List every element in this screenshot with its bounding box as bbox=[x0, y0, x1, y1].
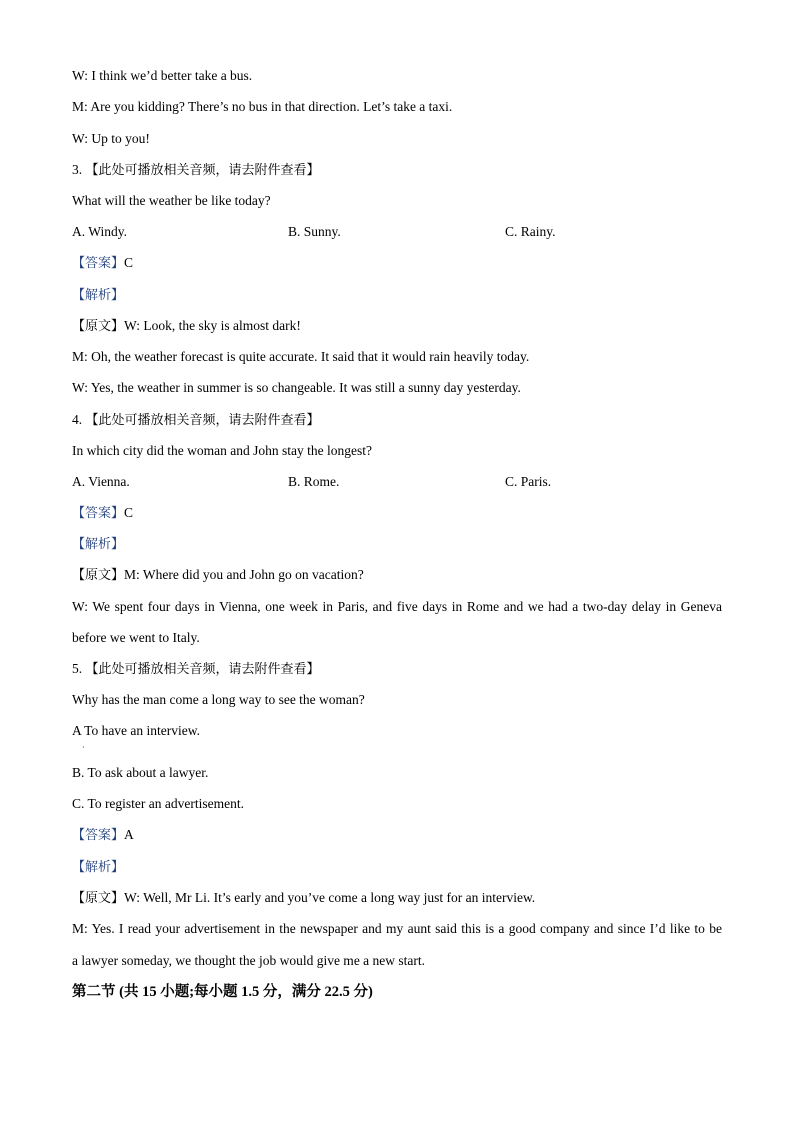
option-c: C. Paris. bbox=[505, 474, 552, 489]
answer-line bbox=[72, 255, 133, 272]
transcript-line bbox=[72, 318, 301, 335]
option-c: C. To register an advertisement. bbox=[72, 796, 245, 811]
answer-tag: 【答案】 bbox=[72, 256, 125, 271]
transcript-line: W: We spent four days in Vienna, one week in Paris, and five days in Rome and we had a two-day delay in Geneva bbox=[72, 599, 722, 614]
transcript-text: W: Well, Mr Li. It’s early and you’ve come a long way just for an interview. bbox=[124, 890, 536, 905]
transcript-line: M: Yes. I read your advertisement in the newspaper and my aunt said this is a good company and since I’d like to be bbox=[72, 921, 722, 936]
option-c: C. Rainy. bbox=[505, 224, 556, 239]
question-3-header bbox=[72, 162, 320, 179]
dialogue-line: M: Are you kidding? There’s no bus in that direction. Let’s take a taxi. bbox=[72, 99, 453, 114]
question-number: 3. bbox=[72, 162, 83, 177]
answer-value: A bbox=[124, 827, 134, 842]
answer-tag: 【答案】 bbox=[72, 828, 125, 843]
answer-tag: 【答案】 bbox=[72, 506, 125, 521]
audio-note[interactable]: 【此处可播放相关音频，请去附件查看】 bbox=[85, 662, 320, 677]
option-b: B. Rome. bbox=[288, 474, 340, 489]
transcript-line: a lawyer someday, we thought the job would give me a new start. bbox=[72, 953, 426, 968]
transcript-tag: 【原文】 bbox=[72, 319, 125, 334]
option-b: B. Sunny. bbox=[288, 224, 341, 239]
dialogue-line: W: I think we’d better take a bus. bbox=[72, 68, 253, 83]
question-number: 5. bbox=[72, 661, 83, 676]
analysis-tag: 【解析】 bbox=[72, 288, 125, 303]
answer-line bbox=[72, 505, 133, 522]
transcript-line bbox=[72, 890, 535, 907]
transcript-tag: 【原文】 bbox=[72, 568, 125, 583]
analysis-tag: 【解析】 bbox=[72, 860, 125, 875]
analysis-line bbox=[72, 859, 124, 876]
analysis-line bbox=[72, 287, 124, 304]
option-a-dot: · bbox=[82, 743, 85, 752]
transcript-line: before we went to Italy. bbox=[72, 630, 200, 645]
section-title: 第二节 (共 15 小题;每小题 1.5 分，满分 22.5 分) bbox=[72, 984, 373, 1000]
question-3-text: What will the weather be like today? bbox=[72, 193, 271, 208]
transcript-line: M: Oh, the weather forecast is quite accurate. It said that it would rain heavily today. bbox=[72, 349, 530, 364]
answer-value: C bbox=[124, 505, 134, 520]
question-4-text: In which city did the woman and John stay the longest? bbox=[72, 443, 372, 458]
transcript-text: W: Look, the sky is almost dark! bbox=[124, 318, 301, 333]
transcript-tag: 【原文】 bbox=[72, 891, 125, 906]
analysis-line bbox=[72, 536, 124, 553]
answer-line bbox=[72, 827, 134, 844]
option-a: A. Windy. bbox=[72, 224, 127, 239]
audio-note[interactable]: 【此处可播放相关音频，请去附件查看】 bbox=[85, 413, 320, 428]
answer-value: C bbox=[124, 255, 134, 270]
transcript-line bbox=[72, 567, 364, 584]
audio-note[interactable]: 【此处可播放相关音频，请去附件查看】 bbox=[85, 163, 320, 178]
analysis-tag: 【解析】 bbox=[72, 537, 125, 552]
option-a: A. Vienna. bbox=[72, 474, 130, 489]
question-5-text: Why has the man come a long way to see the woman? bbox=[72, 692, 365, 707]
question-4-header bbox=[72, 412, 320, 429]
transcript-line: W: Yes, the weather in summer is so changeable. It was still a sunny day yesterday. bbox=[72, 380, 521, 395]
question-5-header bbox=[72, 661, 320, 678]
option-b: B. To ask about a lawyer. bbox=[72, 765, 209, 780]
option-a: A To have an interview. bbox=[72, 723, 201, 738]
transcript-text: M: Where did you and John go on vacation? bbox=[124, 567, 364, 582]
dialogue-line: W: Up to you! bbox=[72, 131, 150, 146]
question-number: 4. bbox=[72, 412, 83, 427]
